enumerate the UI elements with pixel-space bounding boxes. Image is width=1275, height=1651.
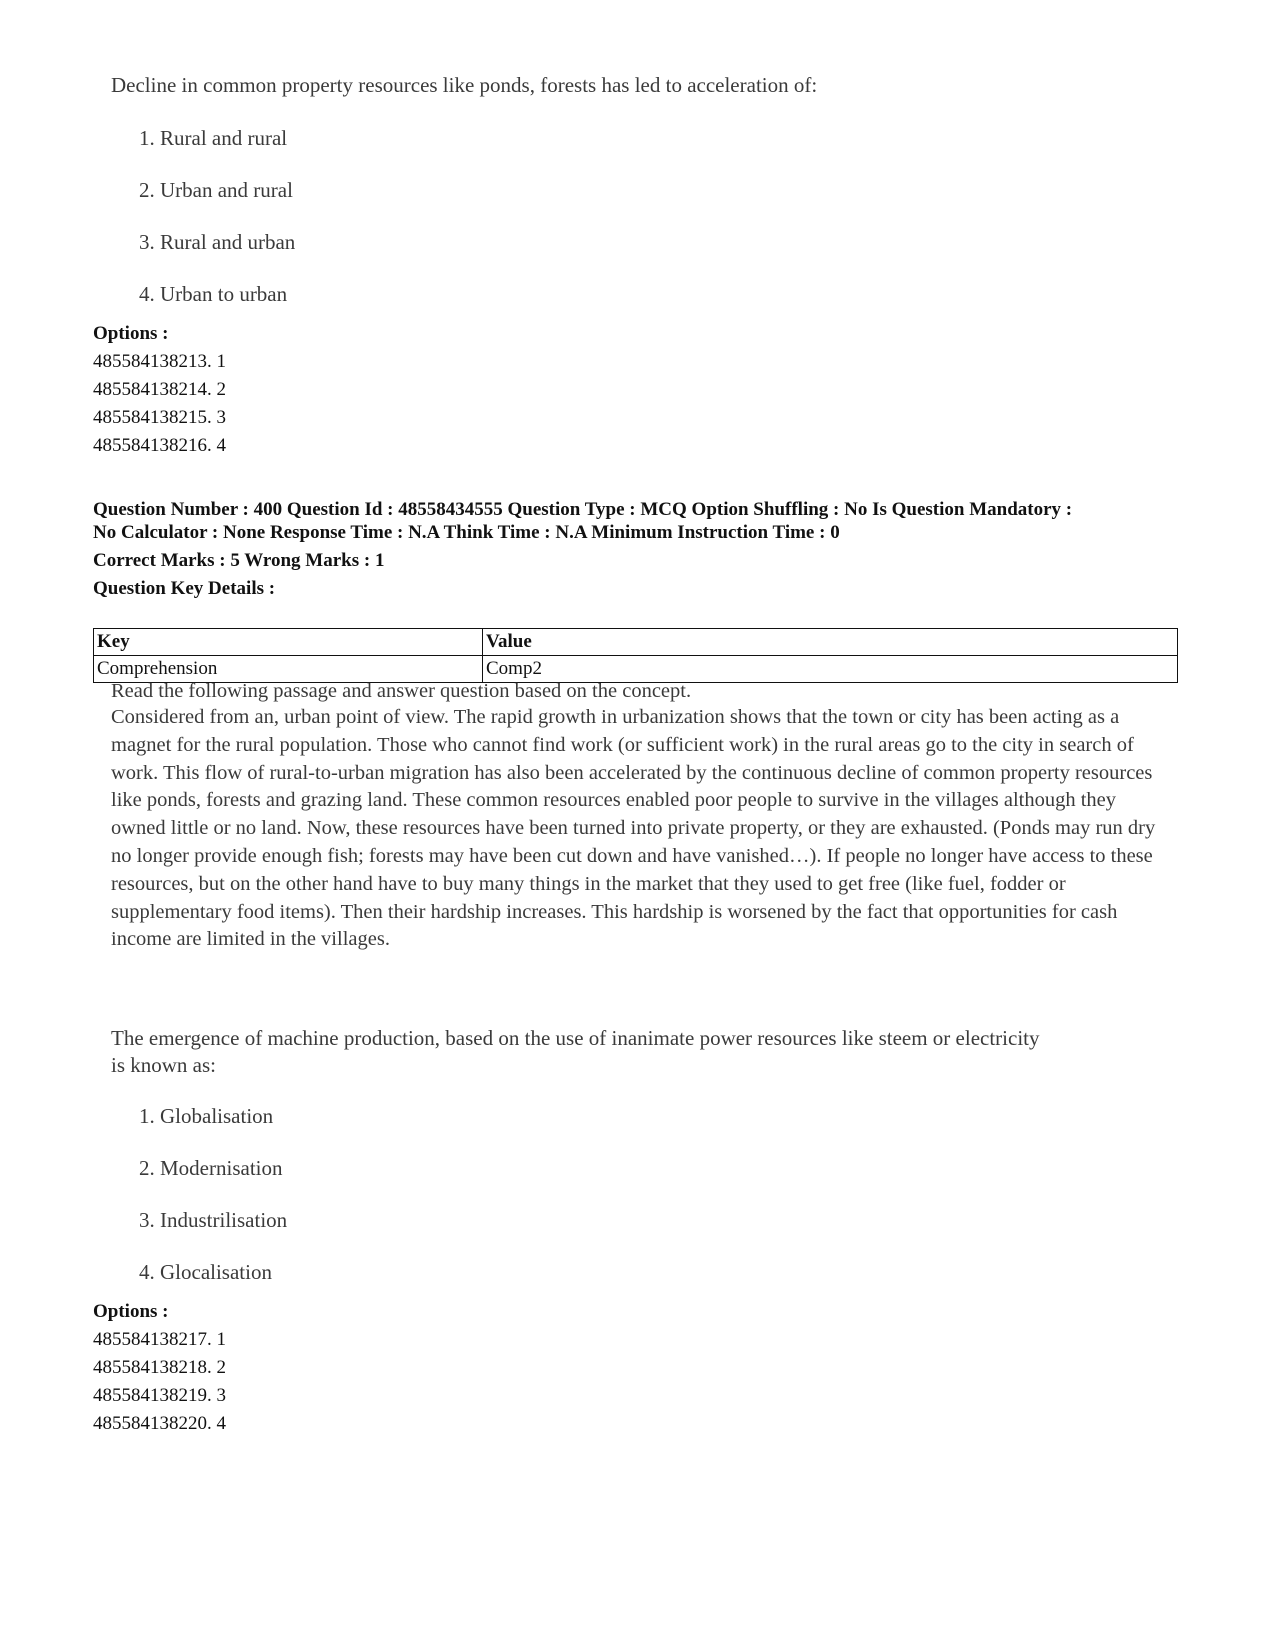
- table-header-row: [94, 629, 1178, 656]
- question-meta-line1: Question Number : 400 Question Id : 48558434555 Question Type : MCQ Option Shuffling : No Is Question Mandatory :: [93, 499, 1073, 520]
- key-details-label: Question Key Details :: [93, 578, 276, 599]
- option-id-3: 485584138215. 3: [93, 407, 226, 428]
- option-id-3: 485584138219. 3: [93, 1385, 226, 1406]
- option-id-4: 485584138220. 4: [93, 1413, 226, 1434]
- choice-1: 1. Globalisation: [139, 1104, 274, 1128]
- question-meta-line2: No Calculator : None Response Time : N.A Think Time : N.A Minimum Instruction Time : 0: [93, 522, 840, 543]
- question-stem-line2: is known as:: [111, 1053, 216, 1077]
- options-label: Options :: [93, 323, 169, 344]
- table-cell-value: Comp2: [483, 656, 1178, 683]
- passage-text: Considered from an, urban point of view. The rapid growth in urbanization shows that the town or city has been acting as a magnet for the rural population. Those who cannot find work (or sufficient work) in the rural areas go to the city in search of work. This flow of rural-to-urban migration has also been accelerated by the continuous decline of common property resources like ponds, forests and grazing land. These common resources enabled poor people to survive in the villages although they owned little or no land. Now, these resources have been turned into private property, or they are exhausted. (Ponds may run dry no longer provide enough fish; forests may have been cut down and have vanished…). If people no longer have access to these resources, but on the other hand have to buy many things in the market that they used to get free (like fuel, fodder or supplementary food items). Then their hardship increases. This hardship is worsened by the fact that opportunities for cash income are limited in the villages.: [111, 706, 1156, 951]
- choice-1: 1. Rural and rural: [139, 126, 288, 150]
- option-id-2: 485584138218. 2: [93, 1357, 226, 1378]
- option-id-1: 485584138217. 1: [93, 1329, 226, 1350]
- table-header-value: Value: [483, 629, 1178, 656]
- option-id-4: 485584138216. 4: [93, 435, 226, 456]
- table-row: [94, 656, 1178, 683]
- option-id-2: 485584138214. 2: [93, 379, 226, 400]
- choice-2: 2. Urban and rural: [139, 178, 293, 202]
- choice-4: 4. Glocalisation: [139, 1260, 272, 1284]
- table-header-key: Key: [94, 629, 483, 656]
- question-stem-line1: The emergence of machine production, based on the use of inanimate power resources like steem or electricity: [111, 1026, 1040, 1050]
- marks-line: Correct Marks : 5 Wrong Marks : 1: [93, 550, 385, 571]
- question-stem: Decline in common property resources like ponds, forests has led to acceleration of:: [111, 73, 818, 97]
- key-details-table: [93, 628, 1178, 683]
- choice-2: 2. Modernisation: [139, 1156, 283, 1180]
- passage-intro: Read the following passage and answer question based on the concept.: [111, 680, 692, 702]
- option-id-1: 485584138213. 1: [93, 351, 226, 372]
- choice-3: 3. Rural and urban: [139, 230, 296, 254]
- choice-4: 4. Urban to urban: [139, 282, 288, 306]
- options-label: Options :: [93, 1301, 169, 1322]
- table-cell-key: Comprehension: [94, 656, 483, 683]
- choice-3: 3. Industrilisation: [139, 1208, 288, 1232]
